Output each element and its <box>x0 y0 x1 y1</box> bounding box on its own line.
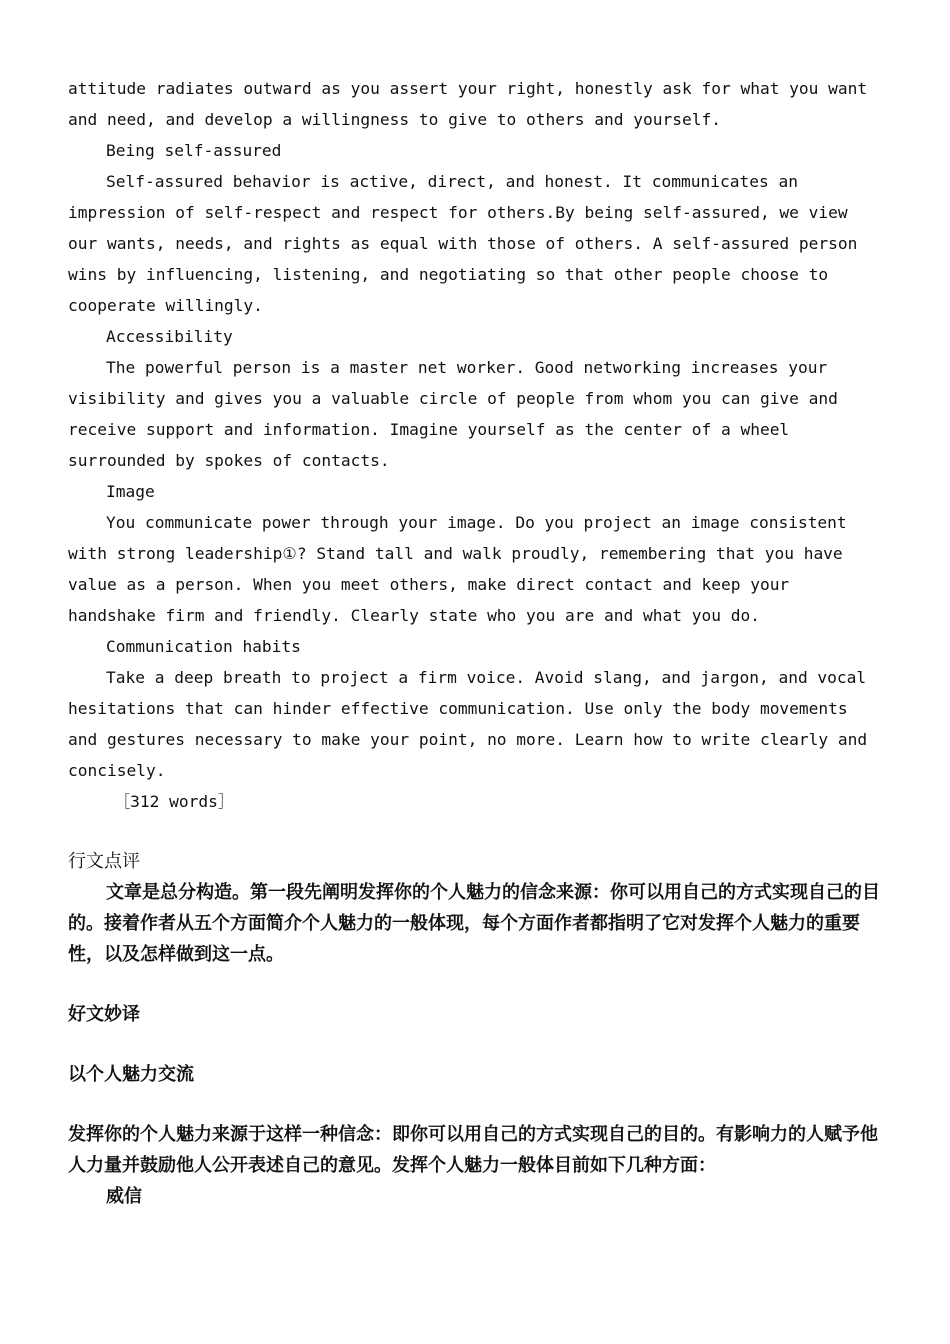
document-page <box>68 73 884 1212</box>
comment-heading: 行文点评 <box>68 851 140 872</box>
translation-heading: 好文妙译 <box>68 1004 140 1025</box>
spacer <box>68 970 884 999</box>
paragraph-image: You communicate power through your image. Do you project an image consistent with strong leadership①? Stand tall and walk proudly, remembering that you have value as a person. When you meet others, make direct contact and keep your handshake firm and friendly. Clearly state who you are and what you do. <box>68 513 847 625</box>
paragraph-communication: Take a deep breath to project a firm voice. Avoid slang, and jargon, and vocal hesitations that can hinder effective communication. Use only the body movements and gestures necessary to make your point, no more. Learn how to write clearly and concisely. <box>68 668 868 780</box>
paragraph-self-assured: Self-assured behavior is active, direct, and honest. It communicates an impression of self-respect and respect for others.By being self-assured, we view our wants, needs, and rights as equal with those of others. A self-assured person wins by influencing, listening, and negotiating so that other people choose to cooperate willingly. <box>68 172 858 315</box>
paragraph-continuation: attitude radiates outward as you assert your right, honestly ask for what you want and need, and develop a willingness to give to others and yourself. <box>68 79 868 129</box>
translation-intro: 发挥你的个人魅力来源于这样一种信念：即你可以用自己的方式实现自己的目的。有影响力的人赋予他人力量并鼓励他人公开表述自己的意见。发挥个人魅力一般体目前如下几种方面： <box>68 1124 878 1176</box>
translation-subheading-authority: 威信 <box>106 1186 142 1207</box>
comment-body: 文章是总分构造。第一段先阐明发挥你的个人魅力的信念来源：你可以用自己的方式实现自己的目的。接着作者从五个方面简介个人魅力的一般体现，每个方面作者都指明了它对发挥个人魅力的重要性，以及怎样做到这一点。 <box>68 882 880 965</box>
spacer <box>68 1090 884 1119</box>
spacer <box>68 817 884 846</box>
section-heading-self-assured: Being self-assured <box>106 141 282 160</box>
section-heading-accessibility: Accessibility <box>106 327 233 346</box>
section-heading-image: Image <box>106 482 155 501</box>
section-heading-communication: Communication habits <box>106 637 301 656</box>
word-count: ［312 words］ <box>114 792 235 811</box>
translation-title: 以个人魅力交流 <box>68 1064 194 1085</box>
spacer <box>68 1030 884 1059</box>
paragraph-accessibility: The powerful person is a master net worker. Good networking increases your visibility and gives you a valuable circle of people from whom you can give and receive support and information. Imagine yourself as the center of a wheel surrounded by spokes of contacts. <box>68 358 838 470</box>
